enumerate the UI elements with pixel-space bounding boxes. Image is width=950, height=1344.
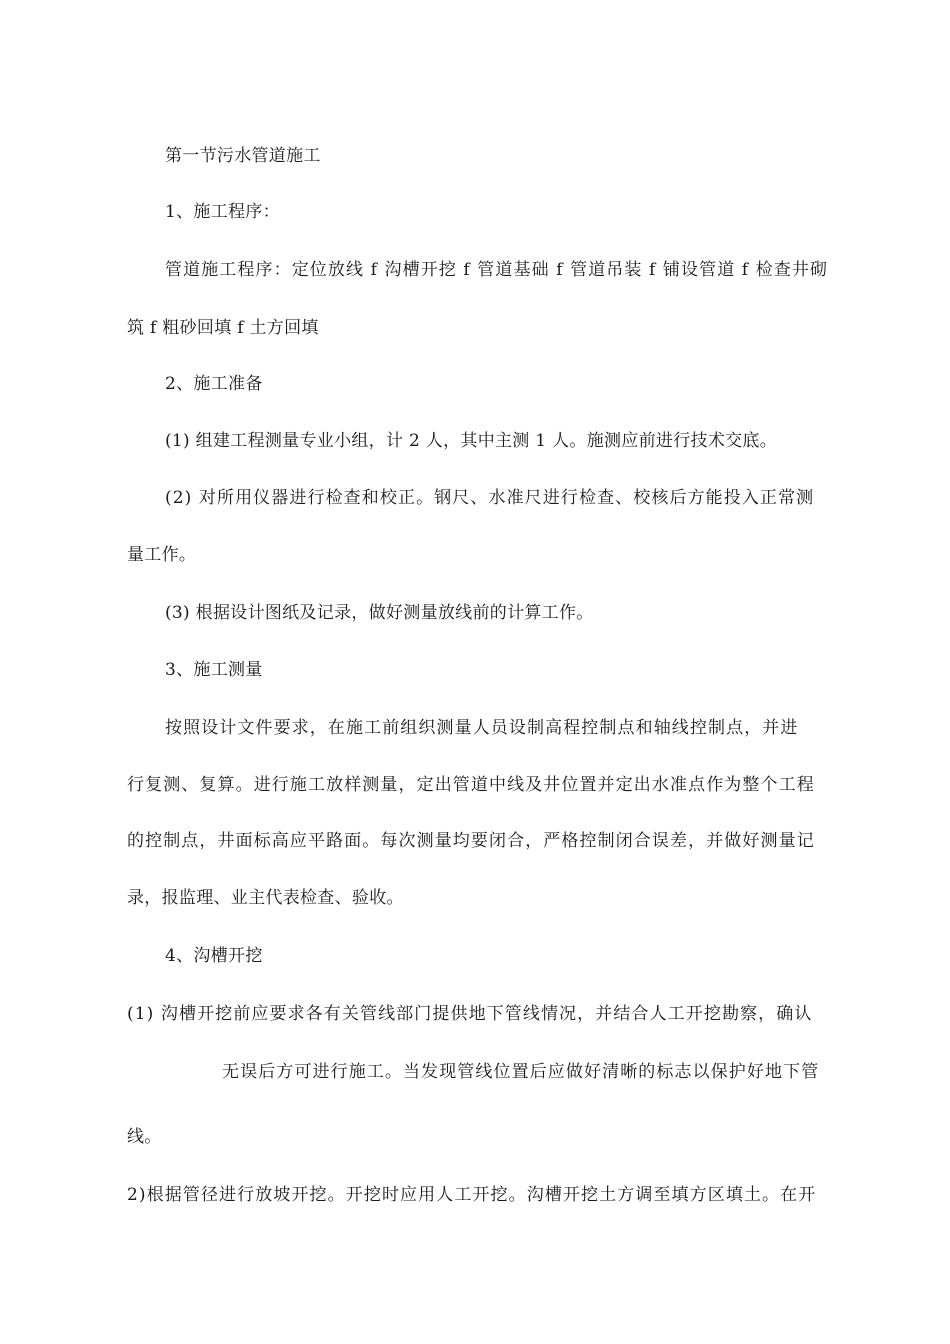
prep-item-3: (3) 根据设计图纸及记录，做好测量放线前的计算工作。 <box>165 603 594 623</box>
trench-item-1-line-3: 线。 <box>127 1127 162 1147</box>
trench-item-1-line-2: 无误后方可进行施工。当发现管线位置后应做好清晰的标志以保护好地下管 <box>222 1062 820 1082</box>
prep-item-2-line-1: (2) 对所用仪器进行检查和校正。钢尺、水准尺进行检查、校核后方能投入正常测 <box>165 488 815 508</box>
procedure-text-line-1: 管道施工程序：定位放线 f 沟槽开挖 f 管道基础 f 管道吊装 f 铺设管道 f 检查井砌 <box>165 260 829 280</box>
heading-trench: 4、沟槽开挖 <box>165 946 263 966</box>
procedure-text-line-2: 筑 f 粗砂回填 f 土方回填 <box>127 318 319 338</box>
heading-survey: 3、施工测量 <box>165 660 263 680</box>
heading-preparation: 2、施工准备 <box>165 374 263 394</box>
section-title: 第一节污水管道施工 <box>165 146 321 166</box>
survey-text-line-3: 的控制点，井面标高应平路面。每次测量均要闭合，严格控制闭合误差，并做好测量记 <box>127 831 815 851</box>
trench-item-1-line-1: (1) 沟槽开挖前应要求各有关管线部门提供地下管线情况，并结合人工开挖勘察，确认 <box>127 1004 813 1024</box>
survey-text-line-4: 录，报监理、业主代表检查、验收。 <box>127 888 404 908</box>
prep-item-2-line-2: 量工作。 <box>127 545 197 565</box>
trench-item-2-line-1: 2)根据管径进行放坡开挖。开挖时应用人工开挖。沟槽开挖土方调至填方区填土。在开 <box>127 1185 817 1205</box>
survey-text-line-1: 按照设计文件要求，在施工前组织测量人员设制高程控制点和轴线控制点，并进 <box>165 718 799 738</box>
heading-procedure: 1、施工程序： <box>165 202 280 222</box>
prep-item-1: (1) 组建工程测量专业小组，计 2 人，其中主测 1 人。施测应前进行技术交底。 <box>165 431 778 451</box>
survey-text-line-2: 行复测、复算。进行施工放样测量，定出管道中线及井位置并定出水准点作为整个工程 <box>127 775 815 795</box>
